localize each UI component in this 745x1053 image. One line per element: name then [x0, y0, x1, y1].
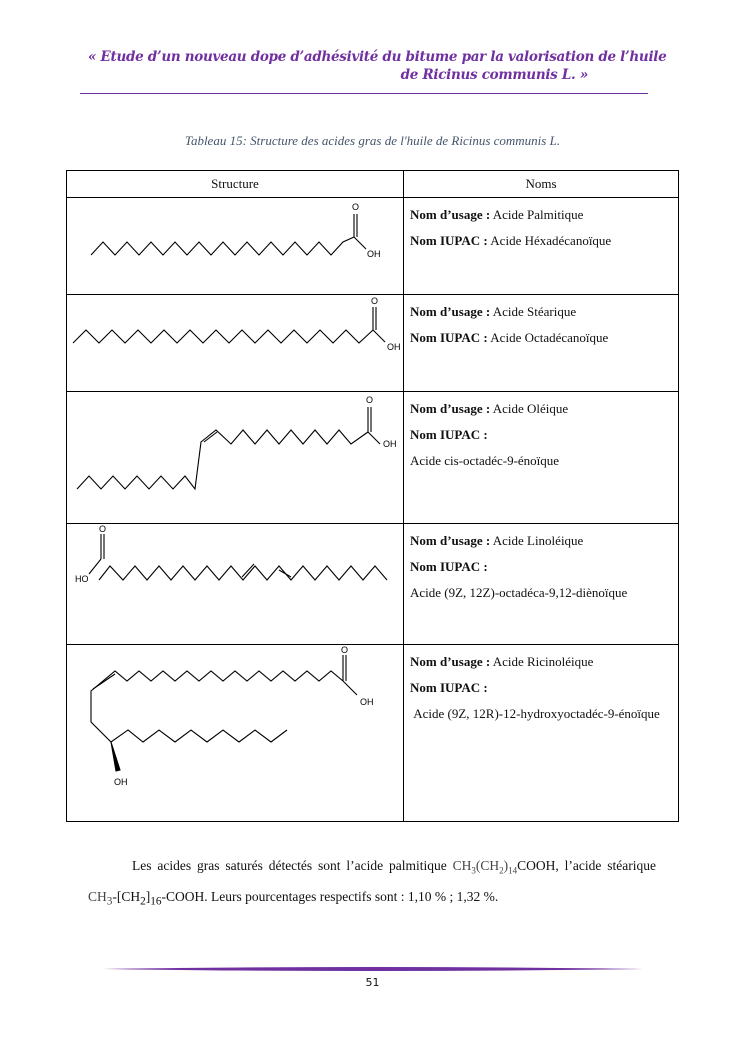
- hydroxyl-label: HO: [75, 574, 89, 584]
- oleic-acid-structure: [67, 392, 404, 523]
- iupac-name-line: Nom IUPAC : Acide Héxadécanoïque: [410, 233, 612, 248]
- common-name: Acide Linoléique: [492, 533, 584, 548]
- common-name-line: Nom d’usage : Acide Linoléique: [410, 533, 584, 548]
- table-row-stearic: [67, 295, 679, 392]
- common-name-line: Nom d’usage : Acide Oléique: [410, 401, 569, 416]
- common-name-line: Nom d’usage : Acide Ricinoléique: [410, 654, 594, 669]
- iupac-name: Acide (9Z, 12Z)-octadéca-9,12-diènoïque: [410, 585, 628, 600]
- fatty-acids-table: [66, 170, 679, 822]
- iupac-name: Acide Octadécanoïque: [490, 330, 609, 345]
- oxygen-label: O: [371, 296, 379, 306]
- body-paragraph: Les acides gras saturés détectés sont l’acide palmitique $CH_3(CH_2)_{14}COOH$, l’acide stéarique $CH_3-[CH_2]_{16}$-COOH. Leurs pourcentages respectifs sont : 1,10 % ; 1,32 %.: [88, 858, 656, 908]
- common-name: Acide Ricinoléique: [492, 654, 594, 669]
- hydroxyl-label-12: OH: [114, 777, 128, 787]
- iupac-name: Acide cis-octadéc-9-énoïque: [410, 453, 560, 468]
- common-name-line: Nom d’usage : Acide Stéarique: [410, 304, 577, 319]
- oxygen-label: O: [99, 524, 107, 534]
- table-row-linoleic: [67, 524, 679, 645]
- names-cell: [404, 295, 679, 392]
- oxygen-label: O: [341, 645, 349, 655]
- linoleic-acid-structure: [67, 524, 404, 644]
- ricinoleic-acid-structure: [67, 645, 404, 821]
- structure-cell: [67, 295, 404, 392]
- iupac-key-line: Nom IUPAC :: [410, 559, 488, 574]
- oxygen-label: O: [352, 202, 360, 212]
- names-cell: [404, 524, 679, 645]
- iupac-name: Acide (9Z, 12R)-12-hydroxyoctadéc-9-énoïque: [410, 706, 660, 721]
- table-row-palmitic: [67, 198, 679, 295]
- hydroxyl-label: OH: [367, 249, 381, 259]
- stearic-acid-structure: [67, 295, 404, 391]
- page-number: 51: [365, 976, 380, 989]
- oxygen-label: O: [366, 395, 374, 405]
- names-cell: [404, 645, 679, 822]
- iupac-key-line: Nom IUPAC :: [410, 427, 488, 442]
- common-name: Acide Palmitique: [492, 207, 584, 222]
- table-header-row: [67, 171, 679, 198]
- structure-cell: [67, 524, 404, 645]
- column-header-structure: Structure: [67, 171, 404, 198]
- hydroxyl-label: OH: [387, 342, 401, 352]
- running-header-line-2: de Ricinus communis L. »: [400, 67, 588, 83]
- iupac-name: Acide Héxadécanoïque: [490, 233, 612, 248]
- running-header-line-1: « Etude d’un nouveau dope d’adhésivité du bitume par la valorisation de l’huile: [88, 49, 667, 65]
- names-cell: [404, 392, 679, 524]
- common-name-line: Nom d’usage : Acide Palmitique: [410, 207, 584, 222]
- hydroxyl-label: OH: [360, 697, 374, 707]
- running-header: [88, 48, 667, 84]
- common-name: Acide Stéarique: [492, 304, 577, 319]
- table-caption: Tableau 15: Structure des acides gras de l'huile de Ricinus communis L.: [184, 133, 561, 148]
- common-name: Acide Oléique: [492, 401, 569, 416]
- structure-cell: [67, 198, 404, 295]
- footer-divider: [103, 966, 643, 972]
- hydroxyl-label: OH: [383, 439, 397, 449]
- column-header-noms: Noms: [404, 171, 679, 198]
- iupac-key-line: Nom IUPAC :: [410, 680, 488, 695]
- table-row-ricinoleic: [67, 645, 679, 822]
- formula-palmitic: $CH_3(CH_2)_{14}$: [452, 858, 518, 876]
- header-divider: [80, 93, 648, 94]
- iupac-name-line: Nom IUPAC : Acide Octadécanoïque: [410, 330, 609, 345]
- palmitic-acid-structure: [67, 198, 404, 294]
- structure-cell: [67, 645, 404, 822]
- names-cell: [404, 198, 679, 295]
- table-row-oleic: [67, 392, 679, 524]
- structure-cell: [67, 392, 404, 524]
- formula-stearic: $CH_3-[CH_2]_{16}$-COOH: [88, 888, 205, 908]
